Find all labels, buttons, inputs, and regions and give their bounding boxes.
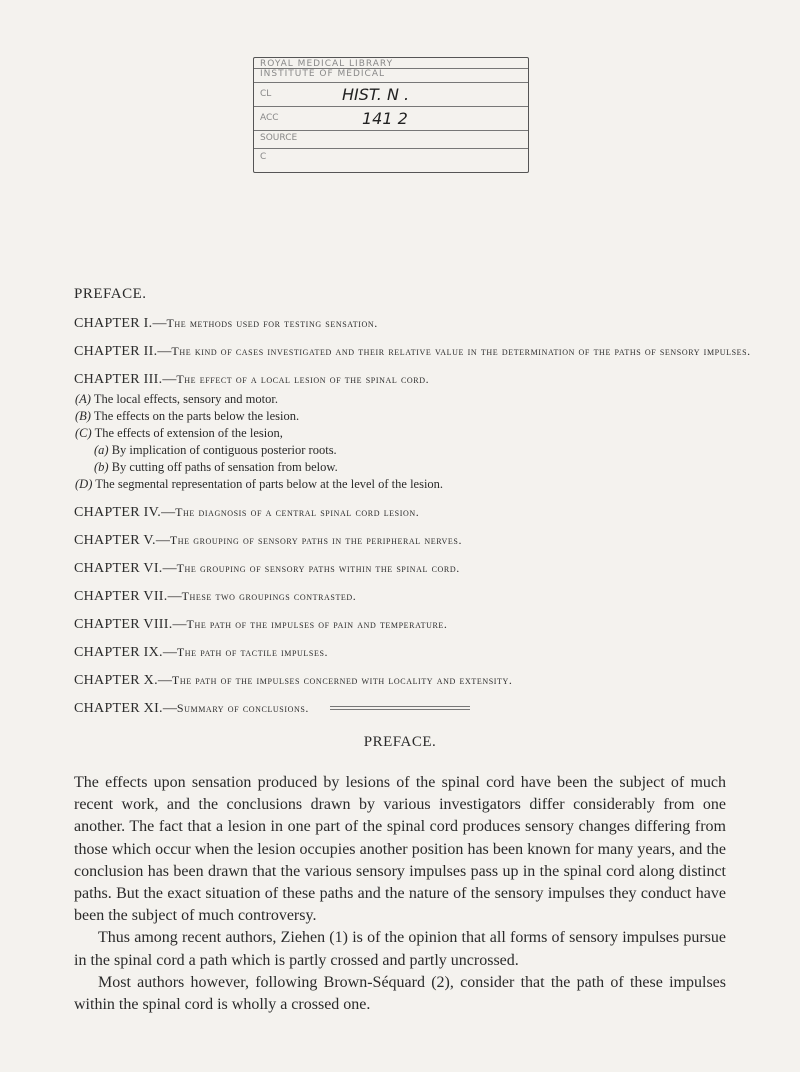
chapter-number: CHAPTER X. — [74, 673, 158, 688]
stamp-label-c: C — [260, 152, 267, 162]
stamp-line2: INSTITUTE OF MEDICAL — [260, 69, 385, 79]
chapter-title: The diagnosis of a central spinal cord lesion. — [175, 505, 420, 519]
stamp-row — [254, 82, 528, 107]
preface-paragraph: Thus among recent authors, Ziehen (1) is of the opinion that all forms of sensory impulses pursue in the spinal cord a path which is partly crossed and partly uncrossed. — [74, 929, 726, 969]
chapter-number: CHAPTER IV. — [74, 505, 162, 520]
toc-subsection — [75, 391, 774, 408]
chapter-number: CHAPTER I. — [74, 316, 153, 331]
subsection-text: By cutting off paths of sensation from below. — [111, 460, 338, 474]
toc-chapter: CHAPTER IX.—The path of tactile impulses. — [74, 645, 329, 660]
chapter-number: CHAPTER V. — [74, 533, 156, 548]
chapter-number: CHAPTER VI. — [74, 561, 163, 576]
toc-chapter: CHAPTER VI.—The grouping of sensory paths within the spinal cord. — [74, 561, 460, 576]
chapter-title: Summary of conclusions. — [176, 701, 310, 715]
chapter-title: The path of tactile impulses. — [176, 645, 329, 659]
subsection-mark: (a) — [94, 443, 109, 457]
toc-chapter: CHAPTER V.—The grouping of sensory paths in the peripheral nerves. — [74, 533, 463, 548]
toc-chapter: CHAPTER XI.—Summary of conclusions. — [74, 701, 310, 716]
chapter-number: CHAPTER III. — [74, 372, 163, 387]
toc-subsection — [75, 425, 774, 442]
toc-chapter: CHAPTER VIII.—The path of the impulses of pain and temperature. — [74, 617, 448, 632]
chapter-title: The effect of a local lesion of the spinal cord. — [176, 372, 430, 386]
chapter-title: These two groupings contrasted. — [181, 589, 357, 603]
preface-paragraph: The effects upon sensation produced by lesions of the spinal cord have been the subject of much recent work, and the conclusions drawn by various investigators differ considerably from one another. The fact that a lesion in one part of the spinal cord produces sensory changes differing from those which occur when the lesion occupies another position has been known for many years, and the conclusion has been drawn that the various sensory impulses pass up in the spinal cord along distinct paths. But the exact situation of these paths and the nature of the sensory impulses they conduct have been the subject of much controversy. — [74, 774, 726, 925]
stamp-handwritten-class: HIST. N . — [342, 85, 410, 104]
subsection-text: The effects of extension of the lesion, — [94, 426, 283, 440]
subsection-mark: (b) — [94, 460, 109, 474]
stamp-label-source: SOURCE — [260, 133, 298, 143]
preface-paragraph: Most authors however, following Brown-Séquard (2), consider that the path of these impulses within the spinal cord is wholly a crossed one. — [74, 973, 726, 1014]
toc-chapter: CHAPTER VII.—These two groupings contrasted. — [74, 589, 357, 604]
toc-chapter: CHAPTER II.—The kind of cases investigated and their relative value in the determination of the paths of sensory impulses. — [74, 344, 751, 359]
subsection-mark: (B) — [75, 409, 91, 423]
chapter-title: The grouping of sensory paths within the spinal cord. — [176, 561, 460, 575]
preface-body — [74, 772, 726, 1016]
toc-subsection — [75, 476, 774, 493]
stamp-line1: ROYAL MEDICAL LIBRARY — [260, 59, 394, 69]
toc-subsection — [94, 459, 774, 476]
subsection-text: The effects on the parts below the lesion. — [93, 409, 300, 423]
subsection-text: The local effects, sensory and motor. — [93, 392, 278, 406]
chapter-title: The grouping of sensory paths in the peripheral nerves. — [169, 533, 463, 547]
library-stamp — [253, 57, 529, 173]
chapter-number: CHAPTER VII. — [74, 589, 168, 604]
chapter-number: CHAPTER XI. — [74, 701, 163, 716]
toc-chapter: CHAPTER IV.—The diagnosis of a central spinal cord lesion. — [74, 505, 420, 520]
stamp-label-acc: ACC — [260, 113, 279, 123]
subsection-mark: (C) — [75, 426, 92, 440]
table-of-contents — [74, 286, 774, 727]
chapter-number: CHAPTER IX. — [74, 645, 163, 660]
toc-preface-heading: PREFACE. — [74, 286, 147, 302]
subsection-mark: (A) — [75, 392, 91, 406]
subsection-text: By implication of contiguous posterior roots. — [111, 443, 337, 457]
toc-chapter: CHAPTER X.—The path of the impulses concerned with locality and extensity. — [74, 673, 513, 688]
stamp-handwritten-acc: 141 2 — [362, 109, 408, 128]
stamp-row — [254, 106, 528, 131]
toc-chapter: CHAPTER III.—The effect of a local lesion of the spinal cord. — [74, 372, 430, 387]
chapter-title: The kind of cases investigated and their relative value in the determination of the paths of sensory impulses. — [171, 344, 751, 358]
toc-subsection — [75, 408, 774, 425]
toc-subsection — [94, 442, 774, 459]
section-divider — [330, 706, 470, 712]
chapter-title: The methods used for testing sensation. — [166, 316, 378, 330]
chapter-title: The path of the impulses of pain and temperature. — [186, 617, 448, 631]
stamp-label-cl: CL — [260, 89, 272, 99]
chapter-title: The path of the impulses concerned with locality and extensity. — [171, 673, 513, 687]
toc-chapter: CHAPTER I.—The methods used for testing sensation. — [74, 316, 378, 331]
stamp-row — [254, 68, 528, 83]
preface-heading: PREFACE. — [363, 734, 437, 750]
chapter-number: CHAPTER VIII. — [74, 617, 173, 632]
stamp-row — [254, 130, 528, 149]
subsection-text: The segmental representation of parts below at the level of the lesion. — [95, 477, 444, 491]
subsection-mark: (D) — [75, 477, 93, 491]
chapter-number: CHAPTER II. — [74, 344, 158, 359]
